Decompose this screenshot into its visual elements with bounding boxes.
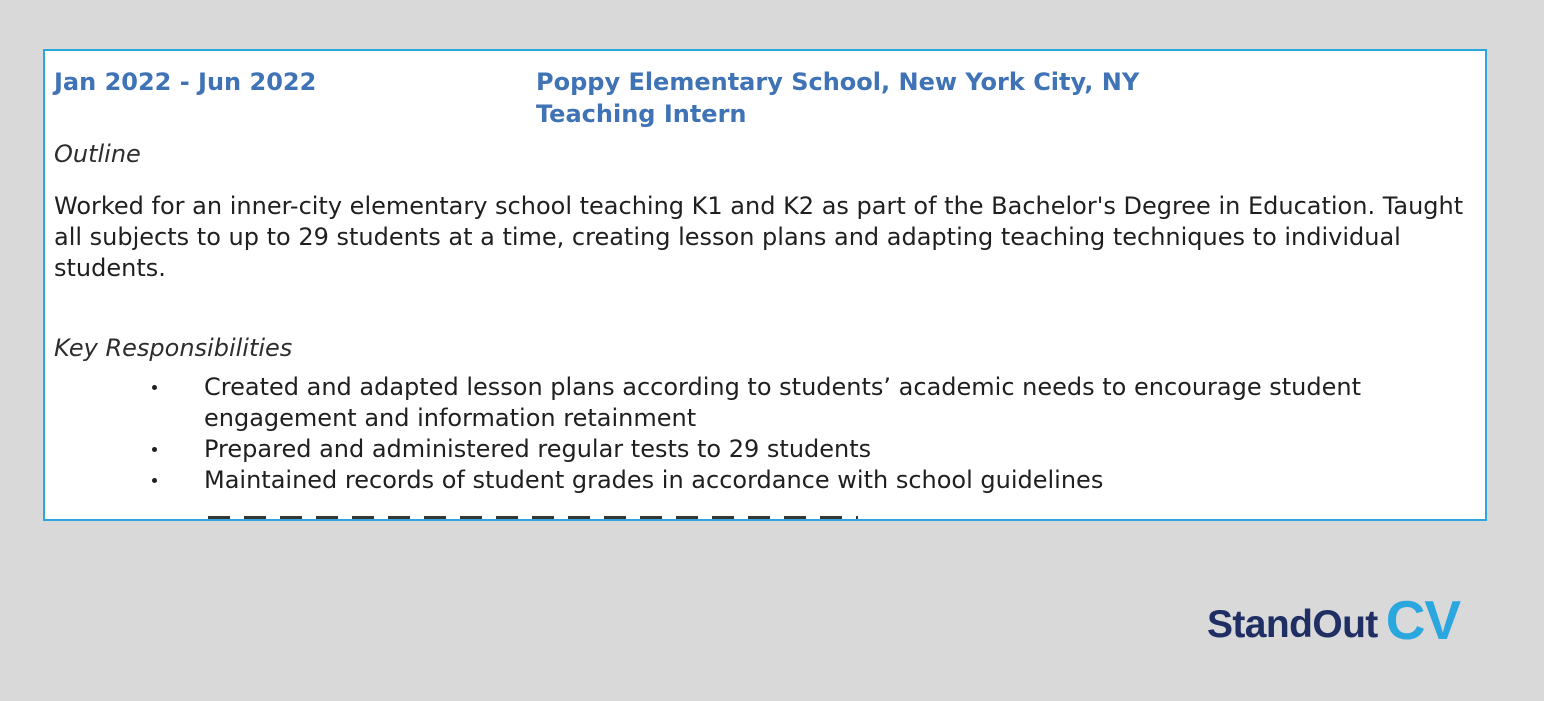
outline-text: Worked for an inner-city elementary school teaching K1 and K2 as part of the Bachelor's Degree in Education. Taught all subjects to up to 29 students at a time, creating lesson plans and adapting teaching techniques to individual students. — [54, 192, 1464, 282]
cropped-next-line — [208, 516, 858, 521]
cropped-text-fragment — [208, 516, 858, 519]
bullet-icon — [152, 478, 157, 483]
responsibility-item — [138, 372, 1458, 434]
standout-cv-logo — [1207, 586, 1492, 652]
logo-standout-text: StandOut — [1207, 603, 1378, 646]
role-title: Teaching Intern — [536, 100, 747, 128]
logo-cv-text: CV — [1385, 589, 1461, 652]
bullet-icon — [152, 385, 157, 390]
bullet-icon — [152, 447, 157, 452]
responsibility-item — [138, 465, 1458, 496]
responsibility-text: Created and adapted lesson plans according to students’ academic needs to encourage student engagement and information retainment — [204, 373, 1361, 432]
responsibility-text: Prepared and administered regular tests to 29 students — [204, 435, 872, 463]
key-responsibilities-label: Key Responsibilities — [54, 334, 293, 362]
date-range: Jan 2022 - Jun 2022 — [54, 68, 317, 96]
cv-experience-card — [43, 49, 1487, 521]
employer-details — [536, 66, 1456, 130]
responsibility-text: Maintained records of student grades in accordance with school guidelines — [204, 466, 1104, 494]
outline-label: Outline — [54, 140, 141, 168]
employer-location: Poppy Elementary School, New York City, NY — [536, 68, 1140, 96]
responsibility-list — [138, 372, 1458, 496]
experience-entry-header — [54, 66, 1474, 136]
responsibility-item — [138, 434, 1458, 465]
